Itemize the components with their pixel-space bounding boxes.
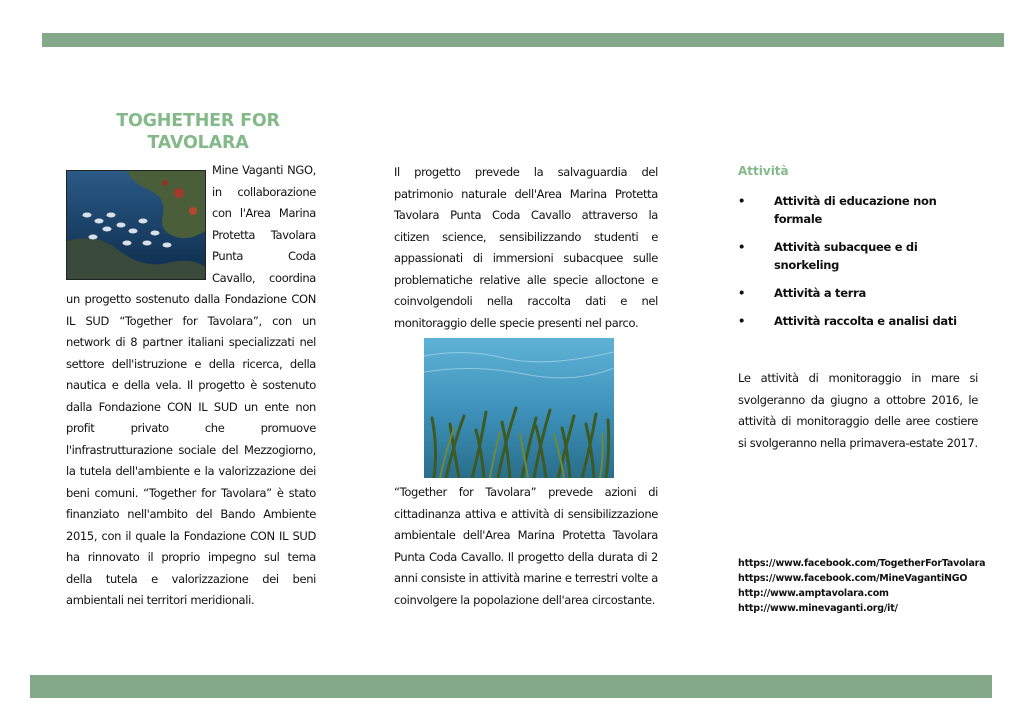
list-item: • Attività raccolta e analisi dati [738,312,978,330]
seagrass-photo [424,338,614,478]
facebook-project-link[interactable]: https://www.facebook.com/TogetherForTavolara [738,558,986,569]
amp-tavolara-link[interactable]: http://www.amptavolara.com [738,588,889,599]
project-description: Il progetto prevede la salvaguardia del patrimonio naturale dell'Area Marina Protetta Tavolara Punta Coda Cavallo attraverso la citizen science, sensibilizzando studenti e appassionati di immersioni subacquee sulle problematiche relative alle specie alloctone e coinvolgendoli nella raccolta dati e nel monitoraggio delle specie presenti nel parco. [394,165,658,330]
links-list [738,556,998,616]
fish-school-photo [66,170,206,280]
project-actions: “Together for Tavolara” prevede azioni di cittadinanza attiva e attività di sensibilizzazione ambientale dell'Area Marina Protetta Tavolara Punta Coda Cavallo. Il progetto della durata di 2 anni consiste in attività marine e terrestri volte a coinvolgere la popolazione dell'area circostante. [394,485,658,607]
facebook-ngo-link[interactable]: https://www.facebook.com/MineVagantiNGO [738,573,968,584]
activities-list [738,192,978,340]
page-title: TOGHETHER FOR TAVOLARA [116,111,280,153]
list-item: • Attività a terra [738,284,978,302]
top-decorative-bar [42,33,1004,47]
list-item: • Attività di educazione non formale [738,192,978,228]
intro-column [66,160,316,612]
mine-vaganti-link[interactable]: http://www.minevaganti.org/it/ [738,603,898,614]
monitoring-schedule: Le attività di monitoraggio in mare si svolgeranno da giugno a ottobre 2016, le attività di monitoraggio delle aree costiere si svolgeranno nella primavera-estate 2017. [738,371,978,450]
intro-text: Mine Vaganti NGO, in collaborazione con l'Area Marina Protetta Tavolara Punta Coda Cavallo, coordina un progetto sostenuto dalla Fondazione CON IL SUD “Together for Tavolara”, con un network di 8 partner italiani specializzati nel settore dell'istruzione e della ricerca, della nautica e della vela. Il progetto è sostenuto dalla Fondazione CON IL SUD un ente non profit privato che promuove l'infrastrutturazione sociale del Mezzogiorno, la tutela dell'ambiente e la valorizzazione dei beni comuni. “Together for Tavolara” è stato finanziato nell'ambito del Bando Ambiente 2015, con il quale la Fondazione CON IL SUD ha rinnovato il proprio impegno sul tema della tutela e valorizzazione dei beni ambientali nei territori meridionali. [66,163,316,607]
activities-heading: Attività [738,164,789,178]
bottom-decorative-bar [30,675,992,698]
list-item: • Attività subacquee e di snorkeling [738,238,978,274]
